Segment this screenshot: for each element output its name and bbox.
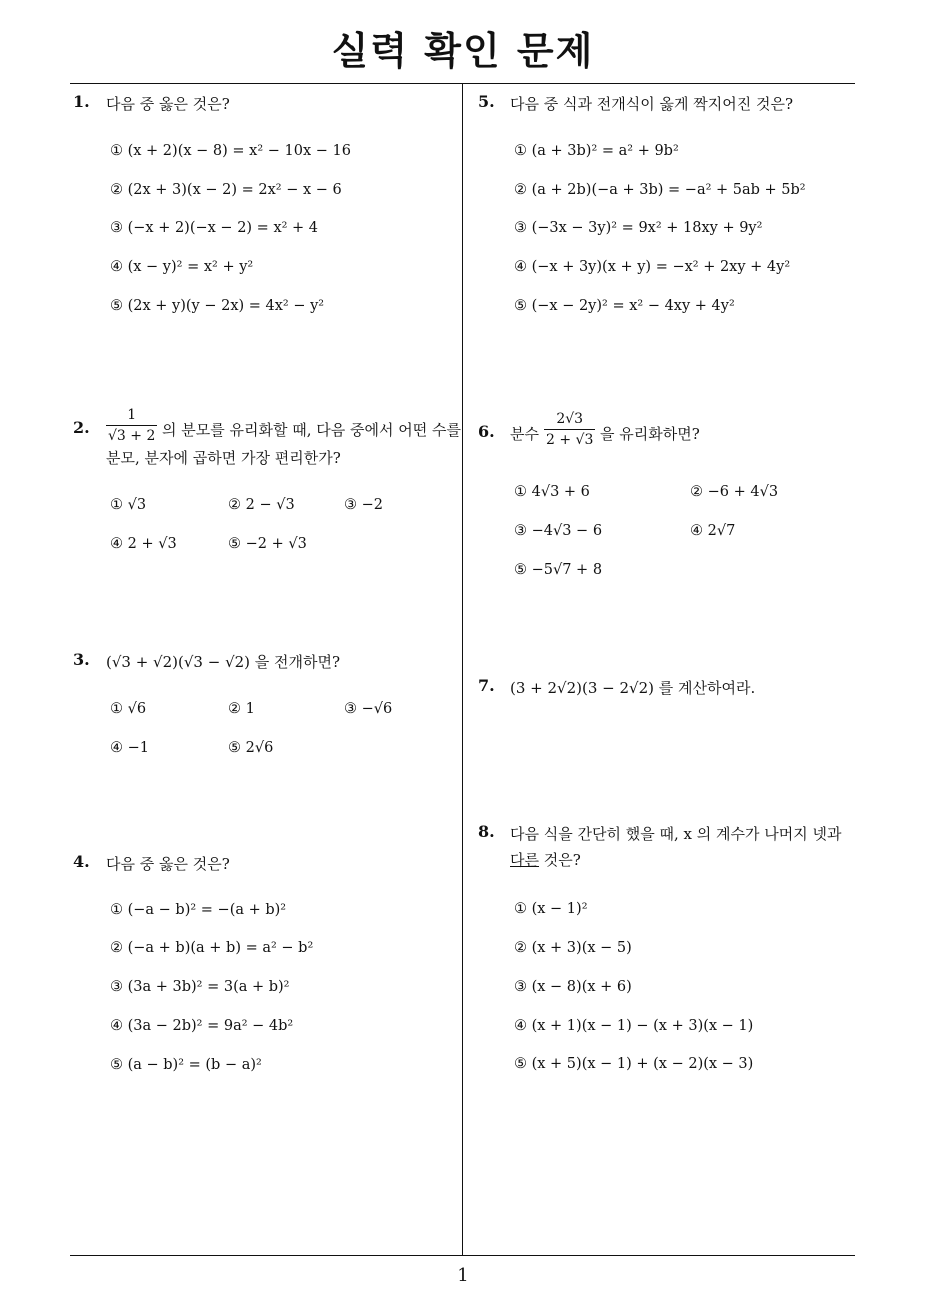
option-1[interactable]: ① 4√3 + 6 bbox=[514, 484, 590, 500]
question-number: 6. bbox=[478, 422, 495, 441]
option-3[interactable]: ③ −√6 bbox=[344, 701, 393, 717]
fraction bbox=[544, 409, 595, 450]
fraction bbox=[106, 405, 157, 446]
option-1[interactable]: ① (a + 3b)² = a² + 9b² bbox=[514, 143, 679, 159]
option-2[interactable]: ② 1 bbox=[228, 701, 255, 717]
option-5[interactable]: ⑤ (x + 5)(x − 1) + (x − 2)(x − 3) bbox=[514, 1056, 754, 1072]
option-1[interactable]: ① √3 bbox=[110, 497, 147, 513]
question-text-line2-rest: 것은? bbox=[538, 851, 581, 869]
option-5[interactable]: ⑤ (2x + y)(y − 2x) = 4x² − y² bbox=[110, 298, 325, 314]
page-title: 실력 확인 문제 bbox=[331, 29, 595, 73]
option-2[interactable]: ② (2x + 3)(x − 2) = 2x² − x − 6 bbox=[110, 182, 342, 198]
option-4[interactable]: ④ −1 bbox=[110, 740, 149, 756]
fraction-numerator: 1 bbox=[106, 405, 157, 426]
question-text: (√3 + √2)(√3 − √2) 을 전개하면? bbox=[106, 653, 341, 671]
question-number: 7. bbox=[478, 676, 495, 695]
question-text-before: 분수 bbox=[510, 425, 539, 443]
option-1[interactable]: ① √6 bbox=[110, 701, 147, 717]
question-number: 4. bbox=[73, 852, 90, 871]
fraction-denominator: √3 + 2 bbox=[108, 428, 156, 444]
option-2[interactable]: ② 2 − √3 bbox=[228, 497, 295, 513]
option-4[interactable]: ④ (−x + 3y)(x + y) = −x² + 2xy + 4y² bbox=[514, 259, 791, 275]
question-number: 8. bbox=[478, 822, 495, 841]
option-3[interactable]: ③ (x − 8)(x + 6) bbox=[514, 979, 632, 995]
option-3[interactable]: ③ (−x + 2)(−x − 2) = x² + 4 bbox=[110, 220, 319, 236]
option-5[interactable]: ⑤ 2√6 bbox=[228, 740, 274, 756]
question-text: (3 + 2√2)(3 − 2√2) 를 계산하여라. bbox=[510, 679, 756, 697]
option-5[interactable]: ⑤ (−x − 2y)² = x² − 4xy + 4y² bbox=[514, 298, 735, 314]
option-5[interactable]: ⑤ (a − b)² = (b − a)² bbox=[110, 1057, 262, 1073]
option-4[interactable]: ④ (x − y)² = x² + y² bbox=[110, 259, 254, 275]
option-2[interactable]: ② (x + 3)(x − 5) bbox=[514, 940, 632, 956]
option-1[interactable]: ① (x − 1)² bbox=[514, 901, 588, 917]
column-divider bbox=[462, 83, 463, 1255]
option-4[interactable]: ④ 2√7 bbox=[690, 523, 736, 539]
question-number: 3. bbox=[73, 650, 90, 669]
question-text-after: 을 유리화하면? bbox=[600, 425, 700, 443]
option-1[interactable]: ① (x + 2)(x − 8) = x² − 10x − 16 bbox=[110, 143, 351, 159]
page-number: 1 bbox=[457, 1265, 469, 1286]
option-4[interactable]: ④ (x + 1)(x − 1) − (x + 3)(x − 1) bbox=[514, 1018, 754, 1034]
question-text: 다음 중 식과 전개식이 옳게 짝지어진 것은? bbox=[510, 95, 793, 113]
option-1[interactable]: ① (−a − b)² = −(a + b)² bbox=[110, 902, 287, 918]
option-4[interactable]: ④ 2 + √3 bbox=[110, 536, 177, 552]
option-3[interactable]: ③ (3a + 3b)² = 3(a + b)² bbox=[110, 979, 290, 995]
question-text-line2: 분모, 분자에 곱하면 가장 편리한가? bbox=[106, 449, 341, 467]
option-3[interactable]: ③ −2 bbox=[344, 497, 383, 513]
question-text: 다음 중 옳은 것은? bbox=[106, 855, 230, 873]
question-number: 1. bbox=[73, 92, 90, 111]
option-5[interactable]: ⑤ −5√7 + 8 bbox=[514, 562, 603, 578]
question-text: 다음 중 옳은 것은? bbox=[106, 95, 230, 113]
option-4[interactable]: ④ (3a − 2b)² = 9a² − 4b² bbox=[110, 1018, 294, 1034]
option-5[interactable]: ⑤ −2 + √3 bbox=[228, 536, 307, 552]
option-2[interactable]: ② (a + 2b)(−a + 3b) = −a² + 5ab + 5b² bbox=[514, 182, 806, 198]
question-text-line1: 의 분모를 유리화할 때, 다음 중에서 어떤 수를 bbox=[162, 421, 461, 439]
question-text-line1: 다음 식을 간단히 했을 때, x 의 계수가 나머지 넷과 bbox=[510, 825, 842, 843]
question-number: 5. bbox=[478, 92, 495, 111]
option-3[interactable]: ③ −4√3 − 6 bbox=[514, 523, 603, 539]
option-2[interactable]: ② (−a + b)(a + b) = a² − b² bbox=[110, 940, 314, 956]
bottom-divider bbox=[70, 1255, 855, 1256]
fraction-denominator: 2 + √3 bbox=[546, 432, 594, 448]
option-3[interactable]: ③ (−3x − 3y)² = 9x² + 18xy + 9y² bbox=[514, 220, 763, 236]
fraction-numerator: 2√3 bbox=[544, 409, 595, 430]
emphasis-underline: 다른 bbox=[510, 851, 539, 869]
question-text-line2 bbox=[510, 849, 581, 870]
question-number: 2. bbox=[73, 418, 90, 437]
option-2[interactable]: ② −6 + 4√3 bbox=[690, 484, 779, 500]
